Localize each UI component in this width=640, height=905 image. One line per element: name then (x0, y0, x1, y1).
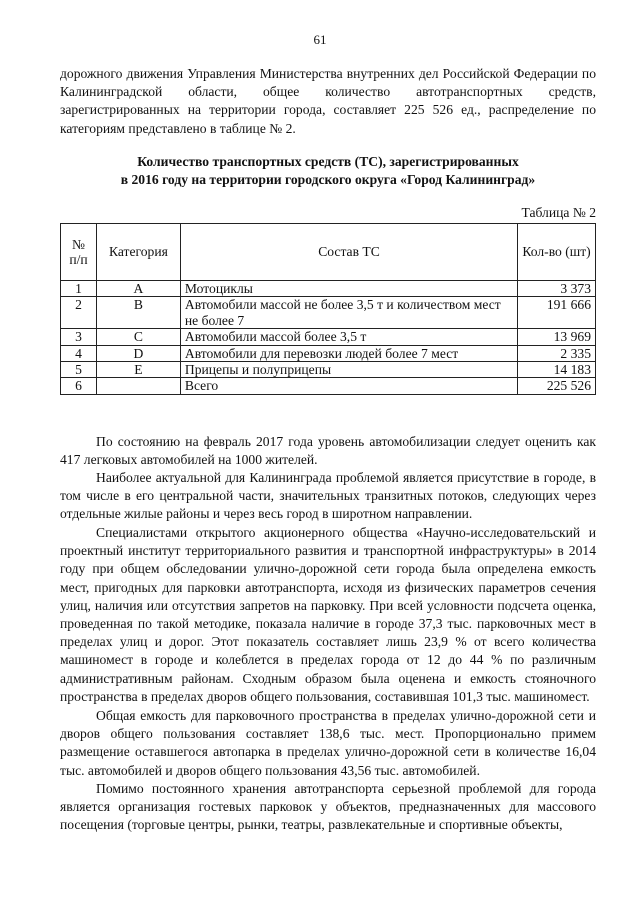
vehicle-table (60, 223, 596, 395)
table-row (61, 281, 596, 297)
paragraph-motorization: По состоянию на февраль 2017 года уровень автомобилизации следует оценить как 417 легковых автомобилей на 1000 жителей. (60, 434, 596, 468)
header-num: № п/п (61, 224, 97, 281)
cell-category: D (96, 345, 180, 361)
cell-num: 5 (61, 362, 97, 378)
header-composition: Состав ТС (180, 224, 517, 281)
cell-composition: Автомобили массой не более 3,5 т и количеством мест не более 7 (180, 297, 517, 329)
paragraph-transit: Наиболее актуальной для Калининграда проблемой является присутствие в городе, в том числе в его центральной части, значительных транзитных потоков, следующих через отдельные жилые районы и через весь город в широтном направлении. (60, 470, 596, 522)
cell-category (96, 378, 180, 394)
cell-category: A (96, 281, 180, 297)
cell-num: 4 (61, 345, 97, 361)
cell-composition: Всего (180, 378, 517, 394)
paragraph-parking-capacity: Общая емкость для парковочного пространства в пределах улично-дорожной сети и дворов общего пользования составляет 138,6 тыс. мест. Пропорционально примем размещение оставшегося автопарка в пределах улично-дорожной сети в количестве 16,04 тыс. автомобилей и дворов общего пользования 43,56 тыс. автомобилей. (60, 708, 596, 778)
cell-category: E (96, 362, 180, 378)
cell-num: 1 (61, 281, 97, 297)
cell-category: B (96, 297, 180, 329)
cell-quantity: 225 526 (518, 378, 596, 394)
header-category: Категория (96, 224, 180, 281)
cell-num: 2 (61, 297, 97, 329)
cell-category: C (96, 329, 180, 345)
cell-num: 6 (61, 378, 97, 394)
cell-quantity: 13 969 (518, 329, 596, 345)
header-quantity: Кол-во (шт) (518, 224, 596, 281)
table-header-row (61, 224, 596, 281)
cell-composition: Автомобили массой более 3,5 т (180, 329, 517, 345)
paragraph-guest-parking: Помимо постоянного хранения автотранспорта серьезной проблемой для города является организация гостевых парковок у объектов, предназначенных для массового посещения (торговые центры, рынки, театры, развлекательные и спортивные объекты, (60, 781, 596, 833)
page-number: 61 (313, 32, 327, 47)
cell-num: 3 (61, 329, 97, 345)
table-row (61, 362, 596, 378)
cell-quantity: 191 666 (518, 297, 596, 329)
table-title (60, 153, 596, 189)
cell-quantity: 2 335 (518, 345, 596, 361)
table-title-line-2: в 2016 году на территории городского округа «Город Калининград» (120, 172, 536, 187)
table-row (61, 345, 596, 361)
table-row (61, 297, 596, 329)
cell-composition: Мотоциклы (180, 281, 517, 297)
table-row (61, 329, 596, 345)
intro-paragraph: дорожного движения Управления Министерства внутренних дел Российской Федерации по Калининградской области, общее количество автотранспортных средств, зарегистрированных на территории города, составляет 225 526 ед., распределение по категориям представлено в таблице № 2. (60, 66, 596, 136)
cell-quantity: 3 373 (518, 281, 596, 297)
cell-composition: Прицепы и полуприцепы (180, 362, 517, 378)
cell-quantity: 14 183 (518, 362, 596, 378)
table-title-line-1: Количество транспортных средств (ТС), зарегистрированных (137, 154, 519, 169)
cell-composition: Автомобили для перевозки людей более 7 мест (180, 345, 517, 361)
table-row-total (61, 378, 596, 394)
paragraph-parking-study: Специалистами открытого акционерного общества «Научно-исследовательский и проектный институт территориального развития и транспортной инфраструктуры» в 2014 году при общем обследовании улично-дорожной сети города была определена емкость мест, пригодных для парковки автотранспорта, исходя из физических параметров сечения улиц, наличия или отсутствия запретов на парковку. При всей условности подсчета оценка, проведенная по такой методике, показала наличие в городе 37,3 тыс. парковочных мест в пределах улиц и дорог. Этот показатель составляет лишь 23,9 % от всего количества машиномест в городе и колеблется в пределах города от 12 до 44 % по различным административным районам. Сходным образом была оценена и емкость стояночного пространства в пределах дворов общего пользования, составившая 101,3 тыс. машиномест. (60, 525, 596, 704)
table-label: Таблица № 2 (521, 205, 596, 220)
